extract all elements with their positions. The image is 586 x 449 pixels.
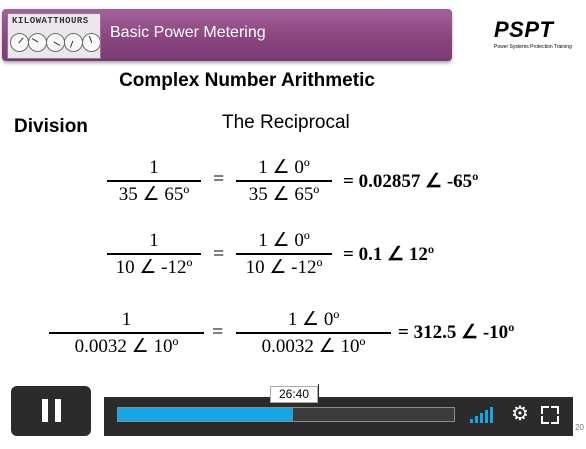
slide-title: Complex Number Arithmetic	[119, 70, 375, 91]
fraction-row1-right	[236, 156, 332, 208]
denominator: 35 ∠ 65º	[118, 184, 190, 205]
equals-sign: =	[213, 168, 225, 190]
numerator: 1 ∠ 0º	[258, 230, 310, 251]
logo-tagline: Power Systems Protection Training	[494, 44, 572, 50]
corner-number: 20	[575, 423, 584, 432]
slide-subtitle: The Reciprocal	[222, 112, 350, 133]
volume-icon[interactable]	[470, 407, 498, 423]
pause-icon	[42, 399, 48, 422]
time-tooltip: 26:40	[270, 386, 318, 403]
fullscreen-icon[interactable]	[541, 406, 559, 424]
meter-dial	[46, 33, 65, 52]
numerator: 1	[149, 157, 159, 178]
course-header-banner	[2, 9, 452, 61]
fraction-row3-left	[49, 308, 204, 360]
progress-fill	[118, 408, 293, 421]
result-row1: = 0.02857 ∠ -65º	[343, 171, 479, 192]
fraction-row3-right	[236, 308, 391, 360]
course-title: Basic Power Metering	[110, 24, 266, 41]
settings-gear-icon[interactable]: ⚙	[511, 403, 529, 425]
denominator: 35 ∠ 65º	[248, 184, 320, 205]
player-control-bar	[104, 397, 573, 436]
denominator: 10 ∠ -12º	[245, 257, 323, 278]
meter-label: KILOWATTHOURS	[12, 16, 89, 26]
fraction-row2-left	[107, 229, 201, 281]
denominator: 0.0032 ∠ 10º	[74, 336, 179, 357]
result-row2: = 0.1 ∠ 12º	[343, 244, 435, 265]
pause-button[interactable]	[11, 386, 91, 436]
fraction-row1-left	[107, 156, 201, 208]
fraction-row2-right	[236, 229, 332, 281]
meter-dial	[10, 33, 29, 52]
kilowatthour-meter-image	[7, 13, 101, 59]
equals-sign: =	[212, 321, 224, 343]
meter-dial	[82, 33, 101, 52]
denominator: 10 ∠ -12º	[115, 257, 193, 278]
numerator: 1 ∠ 0º	[287, 309, 340, 330]
numerator: 1	[121, 309, 132, 330]
meter-dial	[28, 33, 47, 52]
pspt-logo: PSPT	[494, 17, 554, 42]
denominator: 0.0032 ∠ 10º	[261, 336, 366, 357]
seek-marker	[318, 384, 319, 398]
meter-dial	[64, 33, 83, 52]
section-label: Division	[14, 116, 88, 137]
result-row3: = 312.5 ∠ -10º	[398, 322, 515, 343]
equals-sign: =	[213, 243, 225, 265]
pause-icon	[55, 399, 61, 422]
numerator: 1 ∠ 0º	[258, 157, 310, 178]
progress-track[interactable]	[117, 407, 455, 422]
numerator: 1	[149, 230, 159, 251]
